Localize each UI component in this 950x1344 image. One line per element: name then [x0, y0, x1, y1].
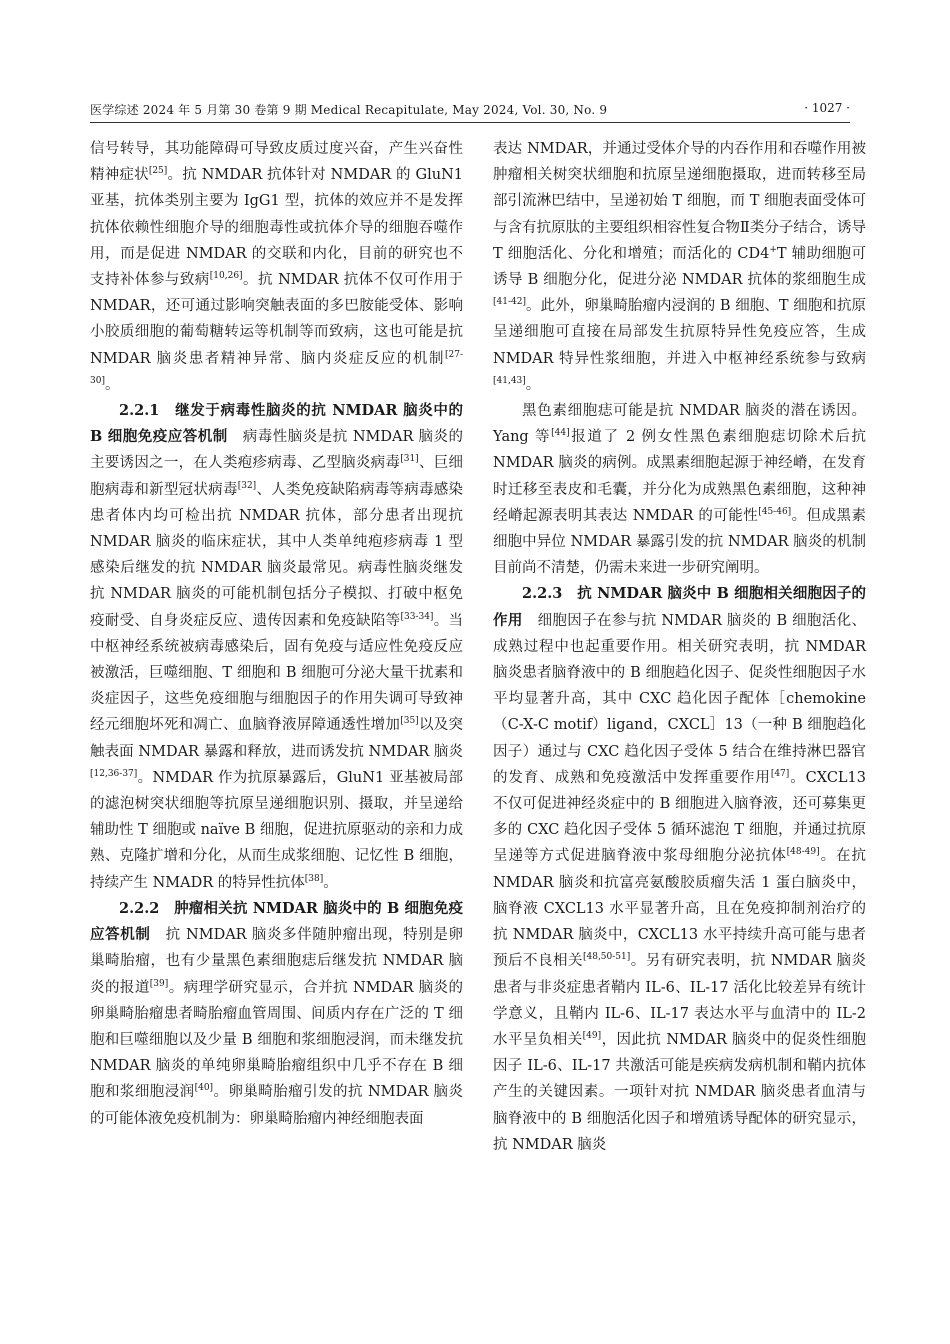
section-heading-2-2-1: 2.2.1 继发于病毒性脑炎的抗 NMDAR 脑炎中的 B 细胞免疫应答机制 [90, 402, 463, 446]
running-header [90, 98, 850, 123]
citation-ref[interactable]: [48,50-51] [582, 952, 631, 963]
citation-ref[interactable]: [41,43] [493, 375, 526, 386]
citation-ref[interactable]: [27-30] [90, 349, 463, 386]
citation-ref[interactable]: [25] [148, 166, 168, 177]
citation-ref[interactable]: [39] [149, 978, 169, 989]
citation-ref[interactable]: [31] [400, 454, 419, 465]
citation-ref[interactable]: [33-34] [400, 611, 434, 622]
citation-ref[interactable]: [49] [582, 1030, 602, 1041]
citation-ref[interactable]: [44] [551, 428, 570, 439]
citation-ref[interactable]: [32] [237, 480, 257, 491]
citation-ref[interactable]: [41-42] [493, 297, 526, 308]
paragraph-melanocytic-nevus: 黑色素细胞痣可能是抗 NMDAR 脑炎的潜在诱因。Yang 等[44]报道了 2 例女性黑色素细胞痣切除术后抗 NMDAR 脑炎的病例。成黑素细胞起源于神经嵴，在发育时迁移至表皮和毛囊，并分化为成熟黑色素细胞，这种神经嵴起源表明其表达 NMDAR 的可能性[45-46]。但成黑素细胞中异位 NMDAR 暴露引发的抗 NMDAR 脑炎的机制目前尚不清楚，仍需未来进一步研究阐明。 [493, 403, 866, 577]
citation-ref[interactable]: [10,26] [209, 271, 243, 282]
citation-ref[interactable]: [38] [304, 873, 324, 884]
left-column [90, 136, 463, 1132]
citation-ref[interactable]: [45-46] [758, 506, 792, 517]
journal-citation: 医学综述 2024 年 5 月第 30 卷第 9 期 Medical Recapitulate, May 2024, Vol. 30, No. 9 [90, 103, 608, 117]
paragraph-antibody-mechanism: 信号转导，其功能障碍可导致皮质过度兴奋，产生兴奋性精神症状[25]。抗 NMDAR 抗体针对 NMDAR 的 GluN1 亚基，抗体类别主要为 IgG1 型，抗体的效应并不是发挥抗体依赖性细胞介导的细胞毒性或抗体介导的细胞吞噬作用，而是促进 NMDAR 的交联和内化，目前的研究也不支持补体参与致病[10,26]。抗 NMDAR 抗体不仅可作用于 NMDAR，还可通过影响突触表面的多巴胺能受体、影响小胶质细胞的葡萄糖转运等机制等而致病，这也可能是抗 NMDAR 脑炎患者精神异常、脑内炎症反应的机制[27-30]。 [90, 141, 464, 393]
paragraph-teratoma-mechanism: 表达 NMDAR，并通过受体介导的内吞作用和吞噬作用被肿瘤相关树突状细胞和抗原呈递细胞摄取，进而转移至局部引流淋巴结中，呈递初始 T 细胞，而 T 细胞表面受体可与含有抗原肽的主要组织相容性复合物Ⅱ类分子结合，诱导 T 细胞活化、分化和增殖；而活化的 CD4+T 辅助细胞可诱导 B 细胞分化，促进分泌 NMDAR 抗体的浆细胞生成[41-42]。此外，卵巢畸胎瘤内浸润的 B 细胞、T 细胞和抗原呈递细胞可直接在局部发生抗原特异性免疫应答，生成 NMDAR 特异性浆细胞，并进入中枢神经系统参与致病[41,43]。 [493, 141, 867, 393]
page-number: · 1027 · [804, 101, 850, 115]
paragraph-cytokines: 2.2.3 抗 NMDAR 脑炎中 B 细胞相关细胞因子的作用 细胞因子在参与抗 NMDAR 脑炎的 B 细胞活化、成熟过程中也起重要作用。相关研究表明，抗 NMDAR 脑炎患者脑脊液中的 B 细胞趋化因子、促炎性细胞因子水平均显著升高，其中 CXC 趋化因子配体［chemokine（C-X-C motif）ligand，CXCL］13（一种 B 细胞趋化因子）通过与 CXC 趋化因子受体 5 结合在维持淋巴器官的发育、成熟和免疫激活中发挥重要作用[47]。CXCL13 不仅可促进神经炎症中的 B 细胞进入脑脊液，还可募集更多的 CXC 趋化因子受体 5 循环滤泡 T 细胞，并通过抗原呈递等方式促进脑脊液中浆母细胞分泌抗体[48-49]。在抗 NMDAR 脑炎和抗富亮氨酸胶质瘤失活 1 蛋白脑炎中，脑脊液 CXCL13 水平显著升高，且在免疫抑制剂治疗的抗 NMDAR 脑炎中，CXCL13 水平持续升高可能与患者预后不良相关[48,50-51]。另有研究表明，抗 NMDAR 脑炎患者与非炎症患者鞘内 IL-6、IL-17 活化比较差异有统计学意义，且鞘内 IL-6、IL-17 表达水平与血清中的 IL-2 水平呈负相关[49]，因此抗 NMDAR 脑炎中的促炎性细胞因子 IL-6、IL-17 共激活可能是疾病发病机制和鞘内抗体产生的关键因素。一项针对抗 NMDAR 脑炎患者血清与脑脊液中的 B 细胞活化因子和增殖诱导配体的研究显示，抗 NMDAR 脑炎 [493, 585, 867, 1153]
citation-ref[interactable]: [12,36-37] [90, 768, 138, 779]
paragraph-tumor-related: 2.2.2 肿瘤相关抗 NMDAR 脑炎中的 B 细胞免疫应答机制 抗 NMDAR 脑炎多伴随肿瘤出现，特别是卵巢畸胎瘤，也有少量黑色素细胞痣后继发抗 NMDAR 脑炎的报道[39]。病理学研究显示，合并抗 NMDAR 脑炎的卵巢畸胎瘤患者畸胎瘤血管周围、间质内存在广泛的 T 细胞和巨噬细胞以及少量 B 细胞和浆细胞浸润，而未继发抗 NMDAR 脑炎的单纯卵巢畸胎瘤组织中几乎不存在 B 细胞和浆细胞浸润[40]。卵巢畸胎瘤引发的抗 NMDAR 脑炎的可能体液免疫机制为：卵巢畸胎瘤内神经细胞表面 [90, 899, 464, 1127]
citation-ref[interactable]: [47] [770, 768, 790, 779]
citation-ref[interactable]: [40] [194, 1083, 214, 1094]
section-heading-2-2-2: 2.2.2 肿瘤相关抗 NMDAR 脑炎中的 B 细胞免疫应答机制 [90, 899, 463, 944]
paragraph-viral-encephalitis: 2.2.1 继发于病毒性脑炎的抗 NMDAR 脑炎中的 B 细胞免疫应答机制 病毒性脑炎是抗 NMDAR 脑炎的主要诱因之一，在人类疱疹病毒、乙型脑炎病毒[31]、巨细胞病毒和新型冠状病毒[32]、人类免疫缺陷病毒等病毒感染患者体内均可检出抗 NMDAR 抗体，部分患者出现抗 NMDAR 脑炎的临床症状，其中人类单纯疱疹病毒 1 型感染后继发的抗 NMDAR 脑炎最常见。病毒性脑炎继发抗 NMDAR 脑炎的可能机制包括分子模拟、打破中枢免疫耐受、自身炎症反应、遗传因素和免疫缺陷等[33-34]。当中枢神经系统被病毒感染后，固有免疫与适应性免疫反应被激活，巨噬细胞、T 细胞和 B 细胞可分泌大量干扰素和炎症因子，这些免疫细胞与细胞因子的作用失调可导致神经元细胞坏死和凋亡、血脑脊液屏障通透性增加[35]以及突触表面 NMDAR 暴露和释放，进而诱发抗 NMDAR 脑炎[12,36-37]。NMDAR 作为抗原暴露后，GluN1 亚基被局部的滤泡树突状细胞等抗原呈递细胞识别、摄取，并呈递给辅助性 T 细胞或 naïve B 细胞，促进抗原驱动的亲和力成熟、克隆扩增和分化，从而生成浆细胞、记忆性 B 细胞，持续产生 NMADR 的特异性抗体[38]。 [90, 402, 464, 891]
section-heading-2-2-3: 2.2.3 抗 NMDAR 脑炎中 B 细胞相关细胞因子的作用 [493, 585, 866, 629]
superscript-plus: + [769, 244, 777, 255]
citation-ref[interactable]: [48-49] [786, 847, 820, 858]
right-column [493, 136, 866, 1158]
citation-ref[interactable]: [35] [400, 716, 419, 727]
